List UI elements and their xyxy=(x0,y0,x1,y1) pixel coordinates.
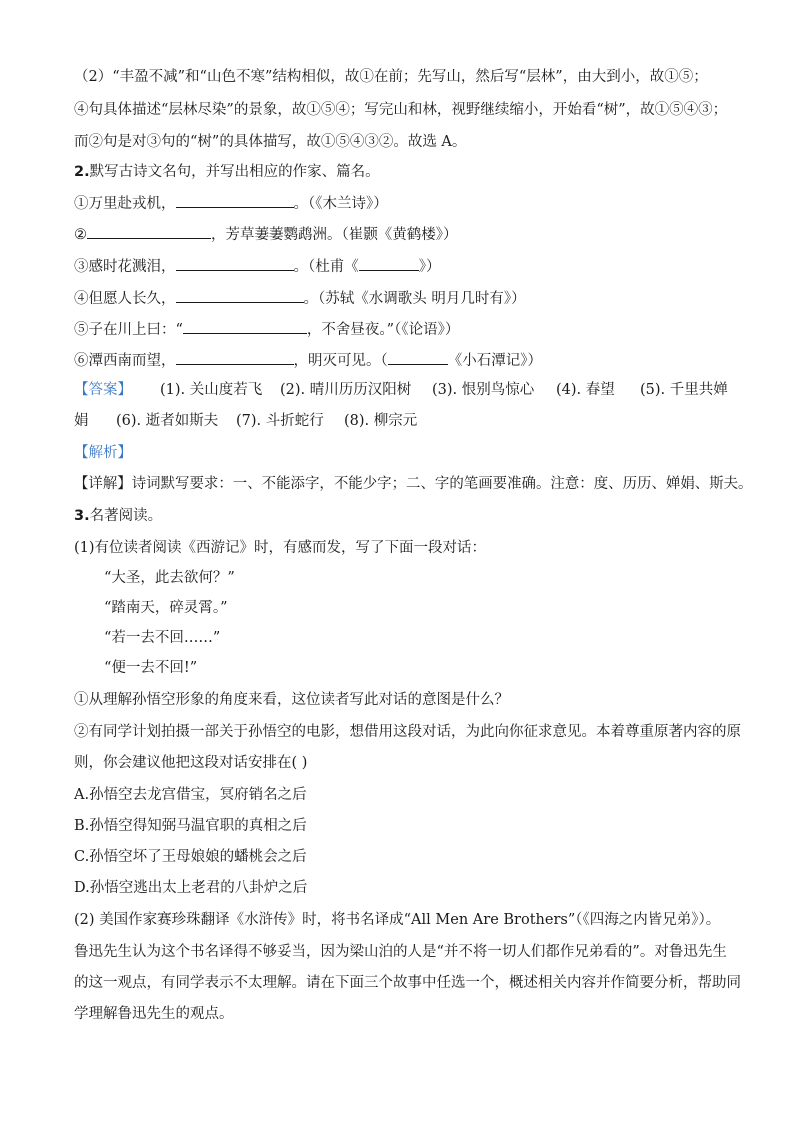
paragraph-line: ④句具体描述“层林尽染”的景象，故①⑤④；写完山和林，视野继续缩小，开始看“树”，故①⑤④③； xyxy=(74,102,728,118)
answer-item: (6). 逝者如斯夫 xyxy=(116,413,219,429)
item-prompt: ② xyxy=(74,227,87,243)
detail-text: 诗词默写要求：一、不能添字，不能少字；二、字的笔画要准确。注意：度、历历、婵娟、斯夫。 xyxy=(131,476,753,492)
answer-item: (7). 斗折蛇行 xyxy=(236,413,324,429)
analysis-label: 【解析】 xyxy=(74,445,132,461)
question-3-heading xyxy=(74,506,162,526)
question-number: 2. xyxy=(74,164,90,180)
item-prompt: ①万里赴戎机， xyxy=(74,196,176,212)
recitation-item xyxy=(74,350,542,371)
paragraph-line: 而②句是对③句的“树”的具体描写，故①⑤④③②。故选 A。 xyxy=(74,134,467,150)
dialogue-line: “大圣，此去欲何？” xyxy=(104,570,235,586)
dialogue-line: “踏南天，碎灵霄。” xyxy=(104,600,228,616)
recitation-item xyxy=(74,256,441,277)
item-source: 。（《木兰诗》） xyxy=(293,196,388,212)
item-source: ，芳草萋萋鹦鹉洲。（崔颢《黄鹤楼》） xyxy=(211,227,458,243)
item-source: 。（苏轼《水调歌头 明月几时有》） xyxy=(303,291,526,307)
answer-item: (8). 柳宗元 xyxy=(344,413,418,429)
answer-blank xyxy=(388,350,448,365)
answer-item: (5). 千里共婵 xyxy=(640,382,728,398)
item-source: 》） xyxy=(418,259,441,275)
sub-question: ①从理解孙悟空形象的角度来看，这位读者写此对话的意图是什么？ xyxy=(74,692,509,708)
detail-line xyxy=(74,474,753,494)
option-b: B.孙悟空得知弼马温官职的真相之后 xyxy=(74,818,307,834)
answer-blank xyxy=(359,256,419,271)
answer-item: (4). 春望 xyxy=(556,382,615,398)
answer-item: (3). 恨别鸟惊心 xyxy=(432,382,535,398)
answer-label: 【答案】 xyxy=(74,382,132,398)
part-1-intro: (1)有位读者阅读《西游记》时，有感而发，写了下面一段对话： xyxy=(74,540,487,556)
answer-blank xyxy=(87,224,211,239)
option-a: A.孙悟空去龙宫借宝，冥府销名之后 xyxy=(74,787,307,803)
item-source: ，不舍昼夜。”（《论语》） xyxy=(306,322,460,338)
answer-item: 娟 xyxy=(74,413,89,429)
question-number: 3. xyxy=(74,508,90,524)
paragraph-line: （2）“丰盈不减”和“山色不寒”结构相似，故①在前；先写山，然后写“层林”，由大到小，故①⑤； xyxy=(74,69,708,85)
answer-blank xyxy=(176,256,294,271)
item-source: 《小石潭记》） xyxy=(447,353,542,369)
answer-item: (1). 关山度若飞 xyxy=(160,382,263,398)
question-2-heading xyxy=(74,162,380,182)
option-d: D.孙悟空逃出太上老君的八卦炉之后 xyxy=(74,880,308,896)
part-2-line: (2) 美国作家赛珍珠翻译《水浒传》时，将书名译成“All Men Are Brothers”（《四海之内皆兄弟》）。 xyxy=(74,912,721,928)
question-text: 默写古诗文名句，并写出相应的作家、篇名。 xyxy=(89,164,380,180)
option-c: C.孙悟空坏了王母娘娘的蟠桃会之后 xyxy=(74,849,307,865)
answer-item: (2). 晴川历历汉阳树 xyxy=(280,382,412,398)
part-2-line: 学理解鲁迅先生的观点。 xyxy=(74,1006,234,1022)
answer-blank xyxy=(183,319,307,334)
item-source: ，明灭可见。（ xyxy=(293,353,388,369)
detail-label: 【详解】 xyxy=(74,476,132,492)
recitation-item xyxy=(74,224,458,245)
part-2-line: 的这一观点，有同学表示不太理解。请在下面三个故事中任选一个，概述相关内容并作简要分析，帮助同 xyxy=(74,975,741,991)
recitation-item xyxy=(74,319,459,340)
question-text: 名著阅读。 xyxy=(89,508,163,524)
dialogue-line: “若一去不回……” xyxy=(104,630,221,646)
sub-question: 则，你会建议他把这段对话安排在( ) xyxy=(74,755,308,771)
recitation-item xyxy=(74,288,526,309)
item-prompt: ⑤子在川上曰：“ xyxy=(74,322,183,338)
item-prompt: ③感时花溅泪， xyxy=(74,259,176,275)
answer-blank xyxy=(176,288,304,303)
item-source: 。（杜甫《 xyxy=(293,259,359,275)
item-prompt: ④但愿人长久， xyxy=(74,291,176,307)
dialogue-line: “便一去不回!” xyxy=(104,660,198,676)
item-prompt: ⑥潭西南而望， xyxy=(74,353,176,369)
part-2-line: 鲁迅先生认为这个书名译得不够妥当，因为梁山泊的人是“并不将一切人们都作兄弟看的”。对鲁迅先生 xyxy=(74,944,727,960)
recitation-item xyxy=(74,193,388,214)
answer-blank xyxy=(176,350,294,365)
answer-blank xyxy=(176,193,294,208)
sub-question: ②有同学计划拍摄一部关于孙悟空的电影，想借用这段对话，为此向你征求意见。本着尊重原著内容的原 xyxy=(74,724,741,740)
